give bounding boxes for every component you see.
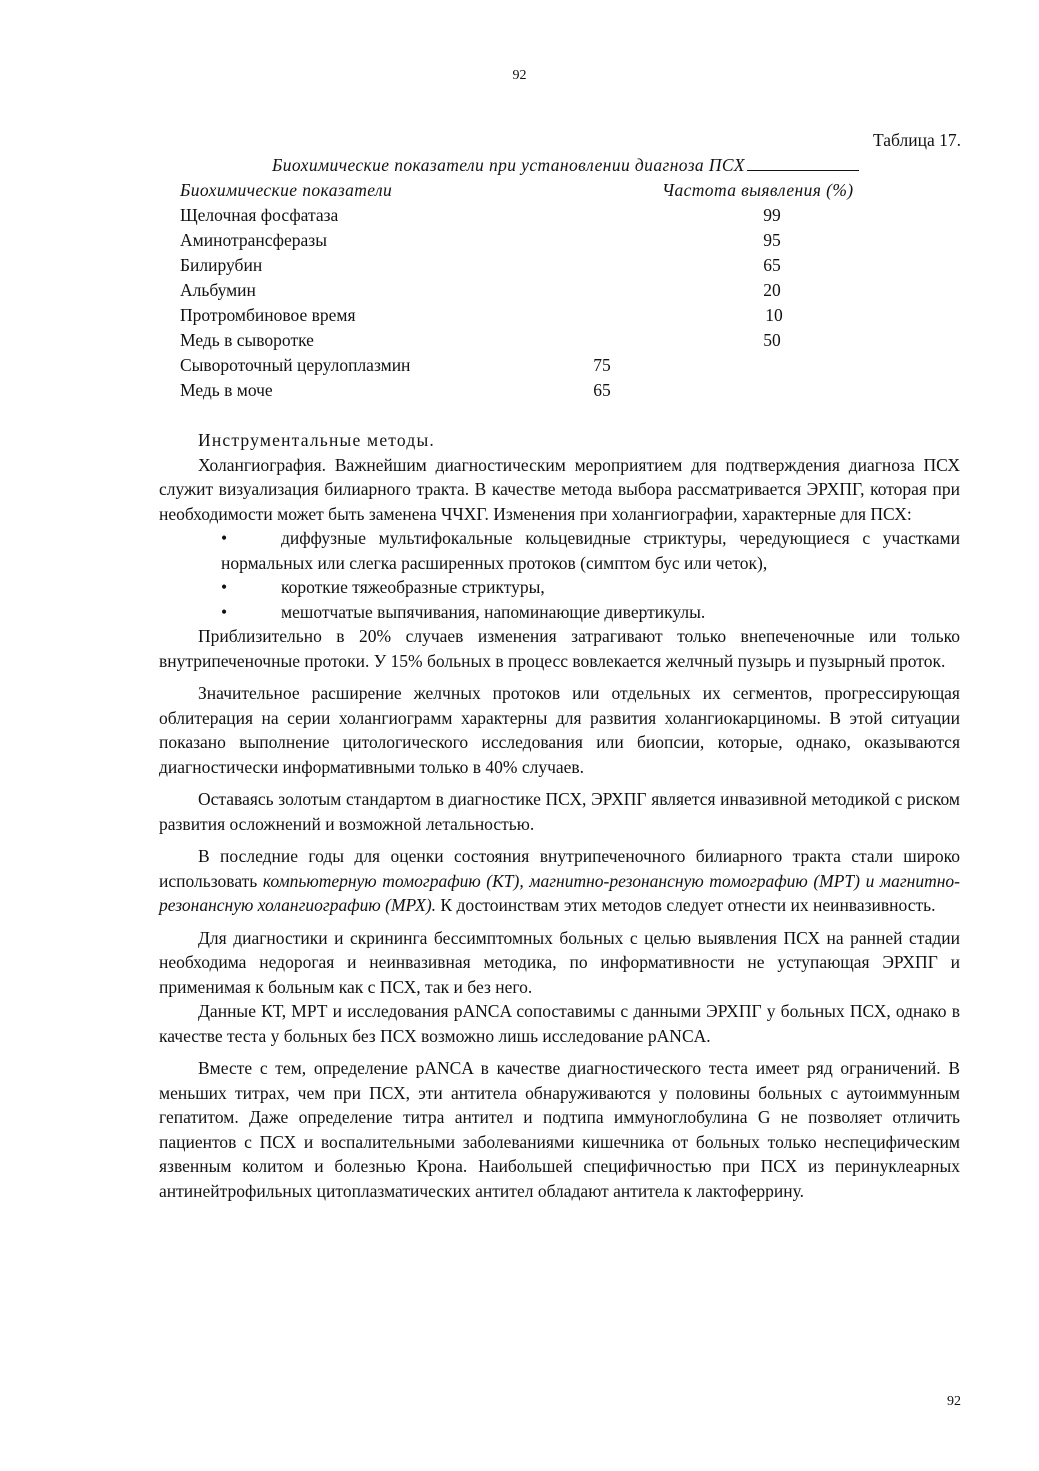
paragraph: Холангиография. Важнейшим диагностическим мероприятием для подтверждения диагноза ПСХ служит визуализация билиарного тракта. В качестве метода выбора рассматривается ЭРХПГ, которая при необходимости может быть заменена ЧЧХГ. Изменения при холангиографии, характерные для ПСХ: xyxy=(159,454,960,524)
paragraph xyxy=(159,844,960,918)
bullet-icon: • xyxy=(221,601,228,622)
paragraph-italic-text: компьютерную томографию (КТ), магнитно-резонансную томографию (МРТ) и магнитно-резонансную холангиографию (МРХ). xyxy=(159,870,960,915)
table-row-name: Протромбиновое время xyxy=(180,305,356,325)
list-item xyxy=(159,575,960,600)
page-number-top: 92 xyxy=(512,68,527,83)
paragraph-text: К достоинствам этих методов следует отнести их неинвазивность. xyxy=(436,895,936,915)
table-row-value: 20 xyxy=(763,280,781,300)
paragraph: Данные КТ, МРТ и исследования pANCA сопоставимы с данными ЭРХПГ у больных ПСХ, однако в качестве теста у больных без ПСХ возможно лишь исследование pANCA. xyxy=(159,1001,960,1046)
table-row-name: Сывороточный церулоплазмин xyxy=(180,355,411,375)
list-item-text: мешотчатые выпячивания, напоминающие дивертикулы. xyxy=(281,601,706,622)
paragraph: Значительное расширение желчных протоков или отдельных их сегментов, прогрессирующая облитерация на серии холангиограмм характерны для развития холангиокарциномы. В этой ситуации показано выполнение цитологического исследования или биопсии, которые, однако, оказываются диагностически информативными только в 40% случаев. xyxy=(159,683,960,777)
table-row-name: Альбумин xyxy=(180,280,256,300)
bullet-icon: • xyxy=(221,577,228,597)
table-row-value: 75 xyxy=(593,355,611,375)
list-item xyxy=(159,526,960,575)
paragraph: Приблизительно в 20% случаев изменения затрагивают только внепеченочные или только внутрипеченочные протоки. У 15% больных в процесс вовлекается желчный пузырь и пузырный проток. xyxy=(159,626,960,671)
list-item-text: короткие тяжеобразные стриктуры, xyxy=(281,577,545,597)
table-row-value: 95 xyxy=(763,230,781,250)
table-label: Таблица 17. xyxy=(873,130,961,150)
list-item xyxy=(159,600,960,625)
bullet-icon: • xyxy=(221,528,228,548)
table-row-value: 50 xyxy=(763,330,781,350)
table-row-value: 65 xyxy=(763,255,781,275)
table-row-name: Медь в моче xyxy=(180,380,273,400)
paragraph: Для диагностики и скрининга бессимптомных больных с целью выявления ПСХ на ранней стадии необходима недорогая и неинвазивная методика, по информативности не уступающая ЭРХПГ и применимая к больным как с ПСХ, так и без него. xyxy=(159,927,960,997)
caption-underline xyxy=(747,154,859,171)
table-header-name: Биохимические показатели xyxy=(180,180,393,200)
paragraph-text: В последние годы для оценки состояния внутрипеченочного билиарного тракта стали широко использовать xyxy=(159,846,960,891)
paragraph: Оставаясь золотым стандартом в диагностике ПСХ, ЭРХПГ является инвазивной методикой с риском развития осложнений и возможной летальностью. xyxy=(159,789,960,834)
table-row-value: 10 xyxy=(765,305,783,325)
table-caption-text: Биохимические показатели при установлении диагноза ПСХ xyxy=(272,155,745,175)
table-row-name: Аминотрансферазы xyxy=(180,230,327,250)
body-text xyxy=(159,428,960,1203)
list-item-text: диффузные мультифокальные кольцевидные стриктуры, чередующиеся с участками нормальных или слегка расширенных протоков (симптом бус или четок), xyxy=(221,528,960,573)
table-header-value: Частота выявления (%) xyxy=(662,180,854,200)
table-row-value: 99 xyxy=(763,205,781,225)
bullet-list xyxy=(159,526,960,624)
table-row-name: Щелочная фосфатаза xyxy=(180,205,339,225)
table-row-name: Билирубин xyxy=(180,255,263,275)
table-row-name: Медь в сыворотке xyxy=(180,330,314,350)
table-row-value: 65 xyxy=(593,380,611,400)
paragraph: Вместе с тем, определение pANCA в качестве диагностического теста имеет ряд ограничений. В меньших титрах, чем при ПСХ, эти антитела обнаруживаются у половины больных с аутоиммунным гепатитом. Даже определение титра антител и подтипа иммуноглобулина G не позволяет отличить пациентов с ПСХ и воспалительными заболеваниями кишечника от больных только неспецифическим язвенным колитом и болезнью Крона. Наибольшей специфичностью при ПСХ из перинуклеарных антинейтрофильных цитоплазматических антител обладают антитела к лактоферрину. xyxy=(159,1058,960,1201)
table-caption xyxy=(272,153,859,178)
page-number-bottom: 92 xyxy=(947,1394,961,1409)
section-heading: Инструментальные методы. xyxy=(198,430,435,450)
